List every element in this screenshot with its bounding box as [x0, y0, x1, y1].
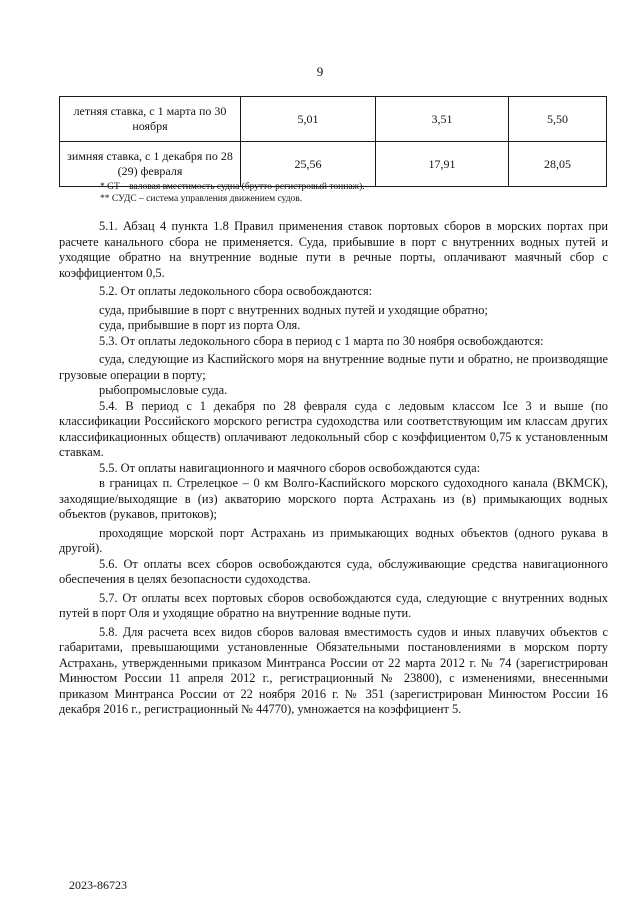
paragraph-item: рыбопромысловые суда.	[99, 383, 228, 397]
paragraph-5-3: 5.3. От оплаты ледокольного сбора в период с 1 марта по 30 ноября освобождаются:	[99, 333, 544, 348]
table-cell: 17,91	[376, 142, 509, 187]
table-cell: 28,05	[509, 142, 607, 187]
page-number: 9	[316, 64, 324, 79]
table-cell: 5,01	[241, 97, 376, 142]
row-label: летняя ставка, с 1 марта по 30 ноября	[60, 97, 241, 142]
paragraph-item: суда, прибывшие в порт из порта Оля.	[99, 318, 301, 332]
paragraph-item: в границах п. Стрелецкое – 0 км Волго-Каспийского морского судоходного канала (ВКМСК), заходящие/выходящие в (из) акваторию морского порта Астрахань из (в) примыкающих водных объектов (рукавов, притоков);	[59, 476, 608, 521]
table-cell: 3,51	[376, 97, 509, 142]
paragraph-5-7: 5.7. От оплаты всех портовых сборов освобождаются суда, следующие с внутренних водных путей в порт Оля и уходящие обратно на внутренние водные пути.	[59, 590, 608, 620]
table-cell: 25,56	[241, 142, 376, 187]
paragraph-5-2: 5.2. От оплаты ледокольного сбора освобождаются:	[99, 284, 373, 298]
document-body	[59, 219, 608, 718]
document-number: 2023-86723	[69, 878, 127, 892]
footnote-gt: * GT – валовая вместимость судна (брутто-регистровый тоннаж).	[100, 182, 365, 192]
paragraph-item: проходящие морской порт Астрахань из примыкающих водных объектов (одного рукава в другой).	[59, 525, 608, 555]
table-cell: 5,50	[509, 97, 607, 142]
paragraph-5-8: 5.8. Для расчета всех видов сборов валовая вместимость судов и иных плавучих объектов с габаритами, превышающими установленные Обязательными постановлениями в морском порту Астрахань, утвержденными приказом Минтранса России от 22 марта 2012 г. № 74 (зарегистрирован Минюстом России 11 апреля 2012 г., регистрационный № 23800), с изменениями, внесенными приказом Минтранса России от 22 ноября 2016 г. № 351 (зарегистрирован Минюстом России 16 декабря 2016 г., регистрационный № 44770), умножается на коэффициент 5.	[59, 624, 608, 716]
paragraph-item: суда, прибывшие в порт с внутренних водных путей и уходящие обратно;	[99, 302, 488, 317]
paragraph-item: суда, следующие из Каспийского моря на внутренние водные пути и обратно, не производящие грузовые операции в порту;	[59, 352, 608, 382]
table-row	[60, 142, 607, 187]
rates-table	[59, 96, 607, 187]
row-label: зимняя ставка, с 1 декабря по 28 (29) февраля	[60, 142, 241, 187]
table-row	[60, 97, 607, 142]
paragraph-5-6: 5.6. От оплаты всех сборов освобождаются суда, обслуживающие средства навигационного обеспечения в целях безопасности судоходства.	[59, 556, 608, 586]
paragraph-5-5: 5.5. От оплаты навигационного и маячного сборов освобождаются суда:	[99, 460, 481, 475]
footnote-suds: ** СУДС – система управления движением судов.	[100, 193, 303, 204]
paragraph-5-1: 5.1. Абзац 4 пункта 1.8 Правил применения ставок портовых сборов в морских портах при расчете канального сбора не применяется. Суда, прибывшие в порт с внутренних водных путей и уходящие обратно на внутренние водные пути в речные порты, оплачивают маячный сбор с коэффициентом 0,5.	[59, 219, 608, 280]
paragraph-5-4: 5.4. В период с 1 декабря по 28 февраля суда с ледовым классом Ice 3 и выше (по классификации Российского морского регистра судоходства или соответствующим им классам других классификационных обществ) оплачивают ледокольный сбор с коэффициентом 0,75 к установленным ставкам.	[59, 398, 608, 459]
footnotes	[100, 182, 365, 205]
